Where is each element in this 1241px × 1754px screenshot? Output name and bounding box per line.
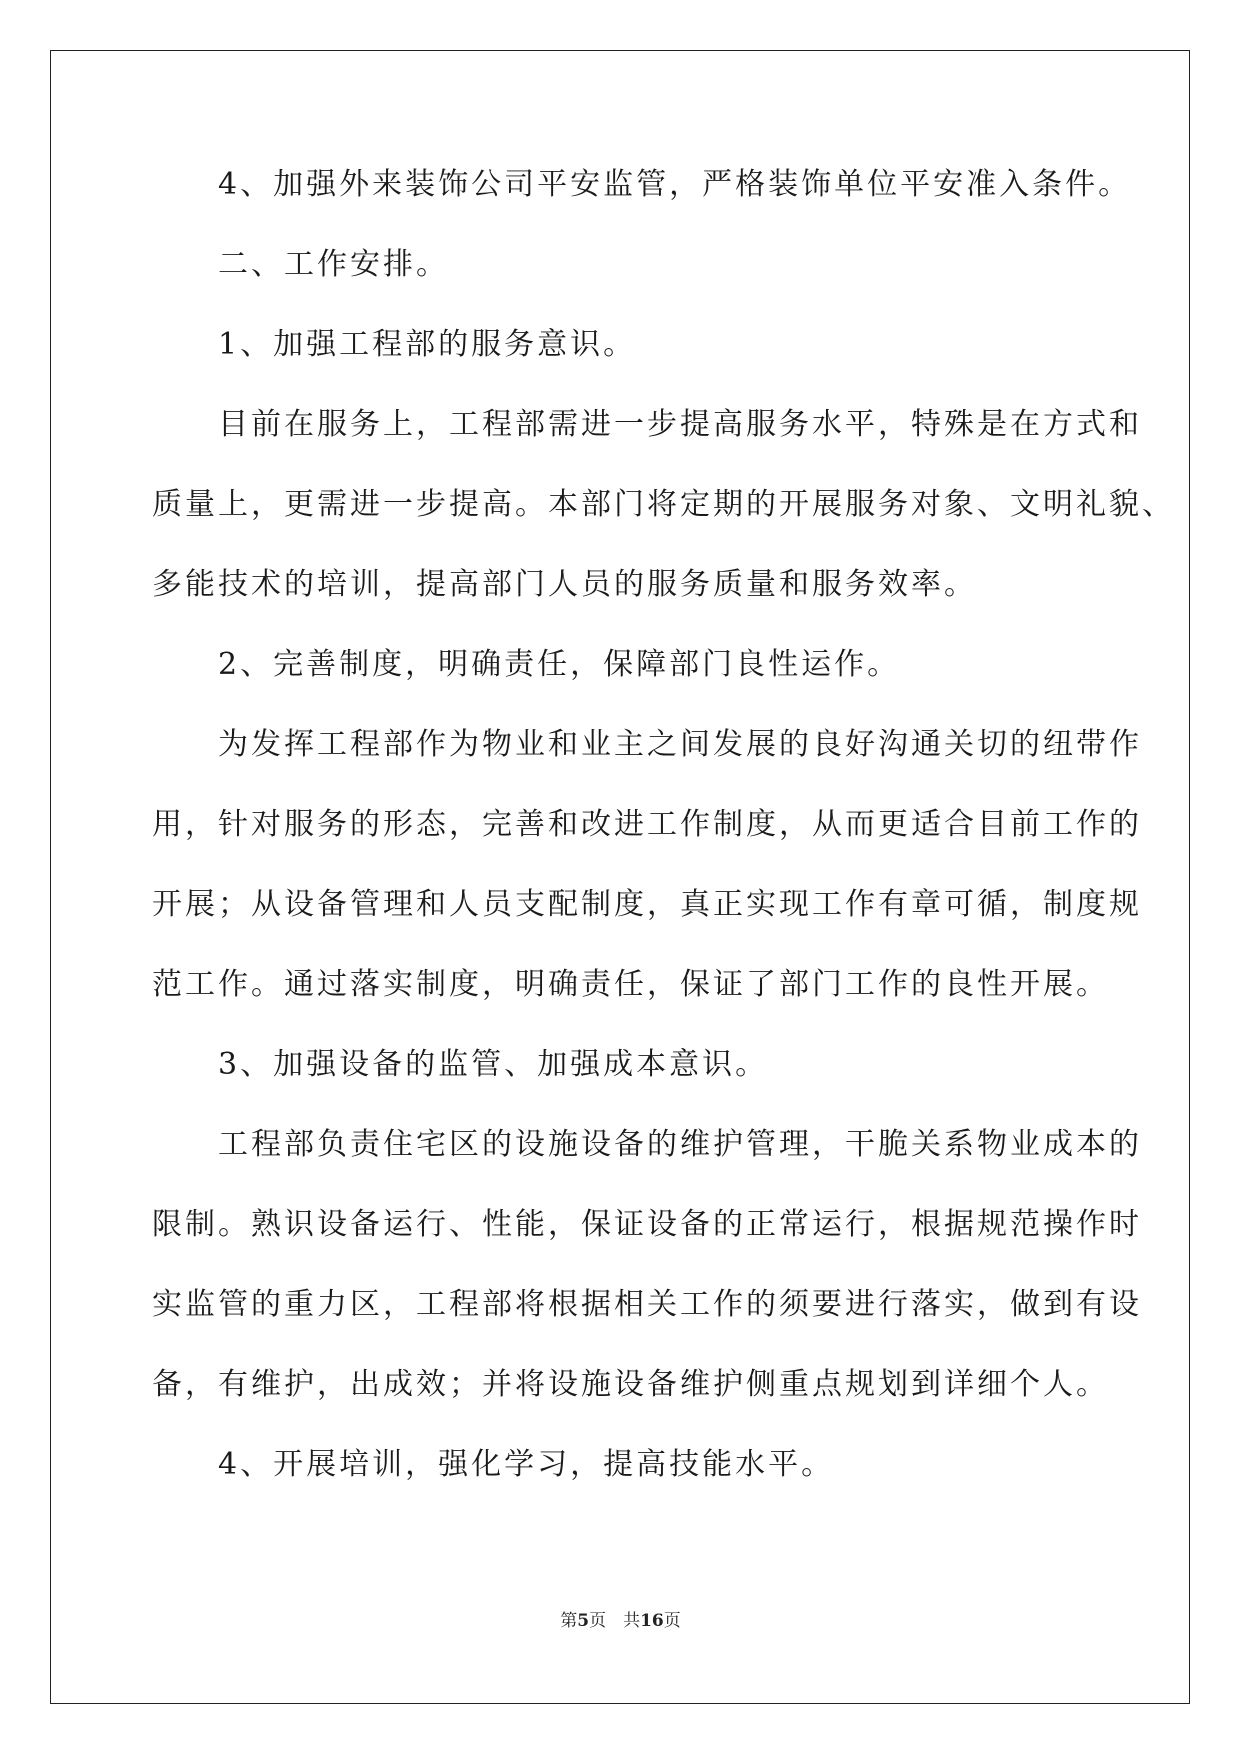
- page-suffix: 页: [663, 1611, 681, 1631]
- text-line: 限制。熟识设备运行、性能，保证设备的正常运行，根据规范操作时: [152, 1207, 1142, 1242]
- text-line: 备，有维护，出成效；并将设施设备维护侧重点规划到详细个人。: [152, 1367, 1109, 1402]
- page-prefix: 第: [560, 1611, 578, 1631]
- text-line: 为发挥工程部作为物业和业主之间发展的良好沟通关切的纽带作: [152, 727, 1142, 762]
- text-line: 质量上，更需进一步提高。本部门将定期的开展服务对象、文明礼貌、: [152, 487, 1175, 522]
- page-current: 5: [577, 1611, 590, 1631]
- text-line: 4、开展培训，强化学习，提高技能水平。: [152, 1447, 835, 1482]
- document-body: [152, 162, 1175, 1522]
- text-line: 多能技术的培训，提高部门人员的服务质量和服务效率。: [152, 567, 977, 602]
- text-line: 开展；从设备管理和人员支配制度，真正实现工作有章可循，制度规: [152, 887, 1142, 922]
- text-line: 工程部负责住宅区的设施设备的维护管理，干脆关系物业成本的: [152, 1127, 1142, 1162]
- text-line: 3、加强设备的监管、加强成本意识。: [152, 1047, 769, 1082]
- text-line: 1、加强工程部的服务意识。: [152, 327, 637, 362]
- page-mid: 页 共: [589, 1611, 641, 1631]
- text-line: 范工作。通过落实制度，明确责任，保证了部门工作的良性开展。: [152, 967, 1109, 1002]
- text-line: 2、完善制度，明确责任，保障部门良性运作。: [152, 647, 901, 682]
- page-total: 16: [640, 1611, 664, 1631]
- text-line: 目前在服务上，工程部需进一步提高服务水平，特殊是在方式和: [152, 407, 1142, 442]
- text-line: 二、工作安排。: [152, 247, 449, 282]
- page-footer: [0, 1606, 1241, 1631]
- text-line: 4、加强外来装饰公司平安监管，严格装饰单位平安准入条件。: [152, 167, 1132, 202]
- text-line: 用，针对服务的形态，完善和改进工作制度，从而更适合目前工作的: [152, 807, 1142, 842]
- text-line: 实监管的重力区，工程部将根据相关工作的须要进行落实，做到有设: [152, 1287, 1142, 1322]
